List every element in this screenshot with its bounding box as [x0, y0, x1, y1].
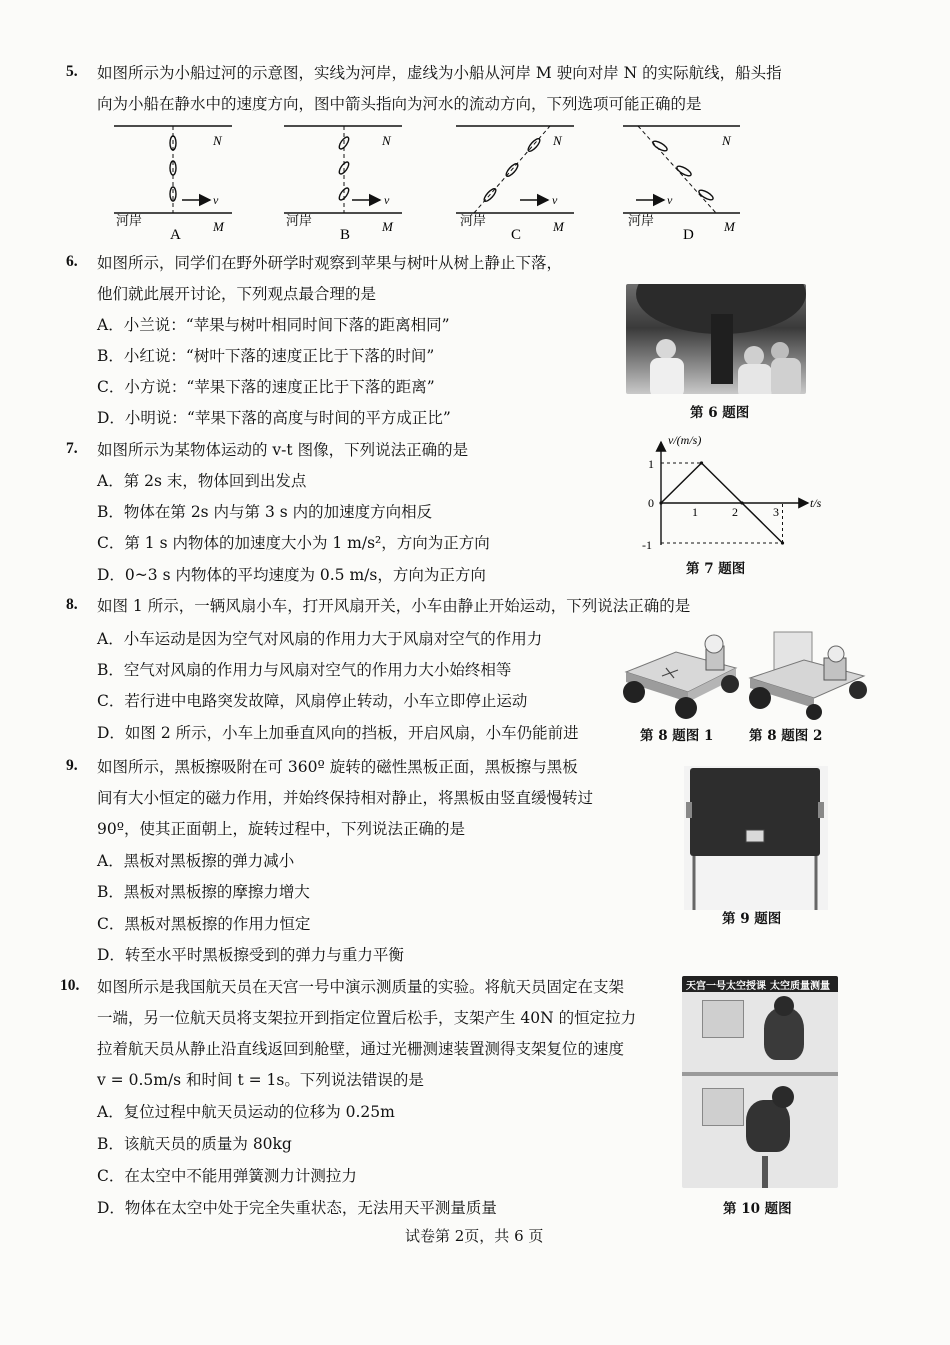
q10-photo-banner-left: 天宫一号太空授课 — [686, 981, 766, 992]
q7-data-point-2 — [740, 501, 743, 504]
q10-stem-line3: 拉着航天员从静止沿直线返回到舱壁，通过光栅测速装置测得支架复位的速度 — [97, 1040, 625, 1058]
q10-stem-line2: 一端，另一位航天员将支架拉开到指定位置后松手，支架产生 40N 的恒定拉力 — [97, 1009, 637, 1027]
q5-diagram-d — [623, 126, 740, 243]
q10-option-a: A．复位过程中航天员运动的位移为 0.25m — [97, 1103, 395, 1121]
q7-x-tick-2: 2 — [732, 505, 738, 519]
q7-option-d: D．0~3 s 内物体的平均速度为 0.5 m/s，方向为正方向 — [97, 566, 486, 584]
q9-option-a: A．黑板对黑板擦的弹力减小 — [97, 852, 295, 870]
q6-option-a: A．小兰说：“苹果与树叶相同时间下落的距离相同” — [97, 316, 450, 334]
q10-photo-space-mass — [682, 976, 838, 1188]
q6-option-b: B．小红说：“树叶下落的速度正比于下落的时间” — [97, 347, 435, 365]
q10-stem-line4: v = 0.5m/s 和时间 t = 1s。下列说法错误的是 — [97, 1071, 424, 1089]
q8-option-c: C．若行进中电路突发故障，风扇停止转动，小车立即停止运动 — [97, 692, 528, 710]
q6-stem-line1: 如图所示，同学们在野外研学时观察到苹果与树叶从树上静止下落， — [97, 254, 563, 272]
q5-b-bank-label: 河岸 — [286, 213, 313, 228]
q5-stem-line1: 如图所示为小船过河的示意图，实线为河岸，虚线为小船从河岸 M 驶向对岸 N 的实际航线，船头指 — [97, 64, 782, 82]
q5-a-bank-label: 河岸 — [116, 213, 143, 228]
q6-caption: 第 6 题图 — [690, 405, 750, 421]
q10-option-b: B．该航天员的质量为 80kg — [97, 1135, 292, 1153]
q10-option-c: C．在太空中不能用弹簧测力计测拉力 — [97, 1167, 357, 1185]
q7-data-point-0 — [659, 501, 662, 504]
q7-option-c: C．第 1 s 内物体的加速度大小为 1 m/s²，方向为正方向 — [97, 534, 490, 552]
q10-photo-banner-right: 太空质量测量 — [770, 981, 830, 992]
q5-a-m-label: M — [213, 219, 224, 234]
q5-b-option-label: B — [340, 227, 351, 243]
q5-c-m-label: M — [553, 219, 564, 234]
q5-d-v-label: v — [667, 193, 673, 207]
q10-stem-line1: 如图所示是我国航天员在天宫一号中演示测质量的实验。将航天员固定在支架 — [97, 978, 625, 996]
q7-y-tick-0: 0 — [648, 496, 654, 510]
q7-x-tick-3: 3 — [773, 505, 779, 519]
q5-b-m-label: M — [382, 219, 393, 234]
q8-caption-fig2: 第 8 题图 2 — [749, 728, 823, 744]
q8-option-b: B．空气对风扇的作用力与风扇对空气的作用力大小始终相等 — [97, 661, 512, 679]
q9-option-d: D．转至水平时黑板擦受到的弹力与重力平衡 — [97, 946, 404, 964]
q6-number: 6. — [66, 253, 78, 270]
q6-option-d: D．小明说：“苹果下落的高度与时间的平方成正比” — [97, 409, 451, 427]
q7-number: 7. — [66, 440, 78, 457]
q5-diagram-b — [284, 126, 402, 243]
q5-c-bank-label: 河岸 — [460, 213, 487, 228]
q8-caption-fig1: 第 8 题图 1 — [640, 728, 714, 744]
q8-number: 8. — [66, 596, 78, 613]
q5-diagram-a — [114, 126, 232, 243]
q8-option-a: A．小车运动是因为空气对风扇的作用力大于风扇对空气的作用力 — [97, 630, 543, 648]
q10-caption: 第 10 题图 — [723, 1201, 792, 1217]
q9-option-c: C．黑板对黑板擦的作用力恒定 — [97, 915, 311, 933]
q6-option-c: C．小方说：“苹果下落的速度正比于下落的距离” — [97, 378, 435, 396]
q6-photo-tree — [626, 284, 806, 394]
q6-stem-line2: 他们就此展开讨论，下列观点最合理的是 — [97, 285, 377, 303]
q5-b-n-label: N — [382, 133, 391, 148]
q9-stem-line1: 如图所示，黑板擦吸附在可 360º 旋转的磁性黑板正面，黑板擦与黑板 — [97, 758, 578, 776]
q5-a-v-label: v — [213, 193, 219, 207]
q5-a-option-label: A — [170, 227, 181, 243]
q5-b-v-label: v — [384, 193, 390, 207]
q8-photo-fan-car-1 — [618, 630, 740, 720]
q5-d-n-label: N — [722, 133, 731, 148]
q5-diagram-c — [456, 126, 574, 243]
q5-stem-line2: 向为小船在静水中的速度方向，图中箭头指向为河水的流动方向，下列选项可能正确的是 — [97, 95, 702, 113]
q7-data-point-1 — [700, 461, 703, 464]
q10-option-d: D．物体在太空中处于完全失重状态，无法用天平测量质量 — [97, 1199, 497, 1217]
q5-c-option-label: C — [511, 227, 522, 243]
q7-vt-chart — [640, 432, 840, 562]
q7-y-axis-label: v/(m/s) — [668, 433, 702, 447]
q5-a-n-label: N — [213, 133, 222, 148]
q5-c-n-label: N — [553, 133, 562, 148]
q5-river-diagrams — [100, 118, 760, 248]
q9-option-b: B．黑板对黑板擦的摩擦力增大 — [97, 883, 310, 901]
q7-y-tick-neg1: -1 — [642, 538, 652, 552]
q7-data-point-3 — [781, 541, 784, 544]
page-footer: 试卷第 2页，共 6 页 — [405, 1227, 544, 1245]
q10-number: 10. — [60, 977, 80, 994]
q9-caption: 第 9 题图 — [722, 911, 782, 927]
q7-caption: 第 7 题图 — [686, 561, 746, 577]
q8-option-d: D．如图 2 所示，小车上加垂直风向的挡板，开启风扇，小车仍能前进 — [97, 724, 579, 742]
q5-d-m-label: M — [724, 219, 735, 234]
q5-c-v-label: v — [552, 193, 558, 207]
q9-number: 9. — [66, 757, 78, 774]
q9-photo-blackboard — [684, 766, 828, 910]
q5-d-option-label: D — [683, 227, 694, 243]
q7-x-tick-1: 1 — [692, 505, 698, 519]
q8-photo-fan-car-2 — [744, 628, 869, 720]
q7-stem: 如图所示为某物体运动的 v-t 图像，下列说法正确的是 — [97, 441, 469, 459]
q7-y-tick-1: 1 — [648, 457, 654, 471]
q8-stem: 如图 1 所示，一辆风扇小车，打开风扇开关，小车由静止开始运动，下列说法正确的是 — [97, 597, 691, 615]
q5-d-bank-label: 河岸 — [628, 213, 655, 228]
q7-option-a: A．第 2s 末，物体回到出发点 — [97, 472, 307, 490]
q7-x-axis-label: t/s — [810, 496, 822, 510]
q7-option-b: B．物体在第 2s 内与第 3 s 内的加速度方向相反 — [97, 503, 433, 521]
q9-stem-line2: 间有大小恒定的磁力作用，并始终保持相对静止，将黑板由竖直缓慢转过 — [97, 789, 594, 807]
q9-stem-line3: 90º，使其正面朝上，旋转过程中，下列说法正确的是 — [97, 820, 466, 838]
q5-number: 5. — [66, 63, 78, 80]
